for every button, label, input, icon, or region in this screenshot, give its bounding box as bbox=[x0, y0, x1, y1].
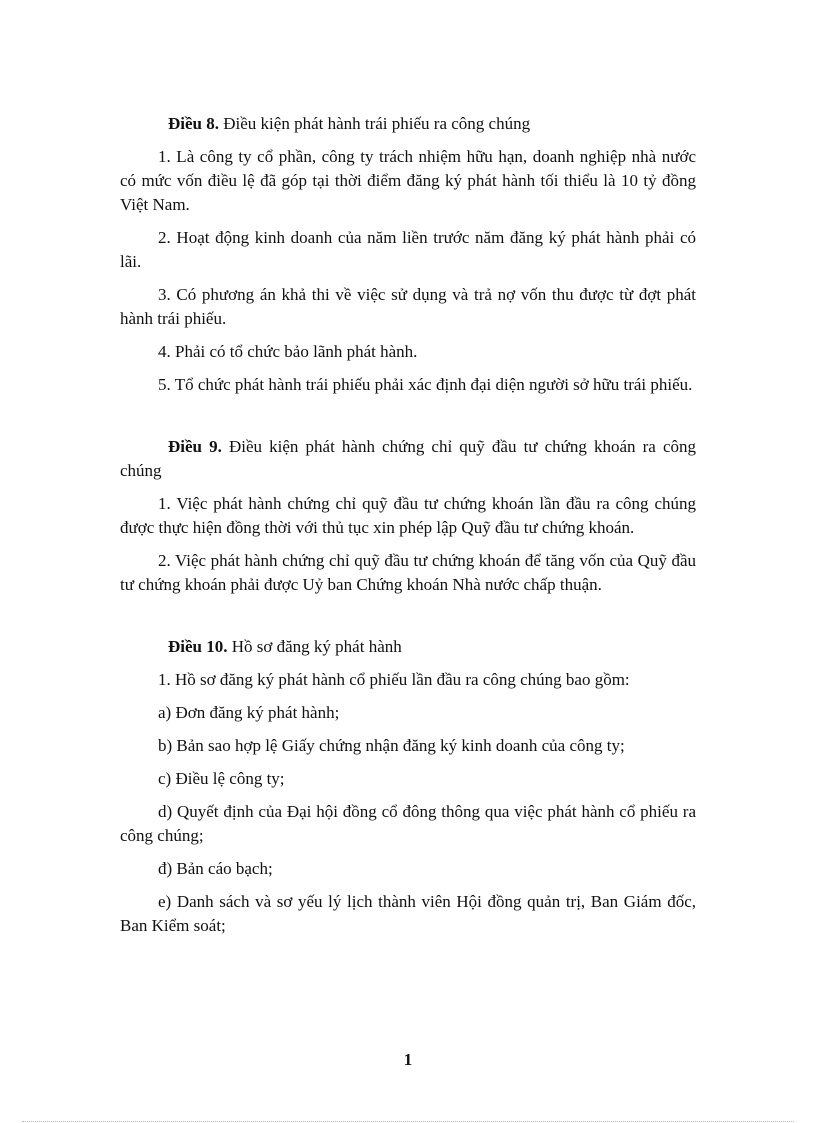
article-clause: 1. Là công ty cổ phần, công ty trách nhiệm hữu hạn, doanh nghiệp nhà nước có mức vốn điều lệ đã góp tại thời điểm đăng ký phát hành tối thiểu là 10 tỷ đồng Việt Nam. bbox=[120, 147, 696, 214]
article-10 bbox=[120, 635, 696, 938]
article-clause: 4. Phải có tổ chức bảo lãnh phát hành. bbox=[158, 342, 418, 361]
article-9 bbox=[120, 435, 696, 597]
article-heading bbox=[120, 635, 696, 659]
article-label: Điều 8. bbox=[168, 114, 219, 133]
article-clause: 3. Có phương án khả thi về việc sử dụng và trả nợ vốn thu được từ đợt phát hành trái phiếu. bbox=[120, 285, 696, 328]
article-clause: d) Quyết định của Đại hội đồng cổ đông thông qua việc phát hành cổ phiếu ra công chúng; bbox=[120, 802, 696, 845]
article-title: Điều kiện phát hành chứng chỉ quỹ đầu tư chứng khoán ra công chúng bbox=[120, 437, 697, 480]
article-clause: e) Danh sách và sơ yếu lý lịch thành viên Hội đồng quản trị, Ban Giám đốc, Ban Kiểm soát; bbox=[120, 892, 696, 935]
article-clause: 1. Hồ sơ đăng ký phát hành cổ phiếu lần đầu ra công chúng bao gồm: bbox=[158, 670, 630, 689]
article-clause: 5. Tổ chức phát hành trái phiếu phải xác định đại diện người sở hữu trái phiếu. bbox=[158, 375, 693, 394]
article-clause: đ) Bản cáo bạch; bbox=[158, 859, 273, 878]
article-title: Điều kiện phát hành trái phiếu ra công chúng bbox=[219, 114, 531, 133]
article-clause: b) Bản sao hợp lệ Giấy chứng nhận đăng ký kinh doanh của công ty; bbox=[158, 736, 625, 755]
article-8 bbox=[120, 112, 696, 397]
article-label: Điều 9. bbox=[168, 437, 222, 456]
article-clause: 2. Việc phát hành chứng chỉ quỹ đầu tư chứng khoán để tăng vốn của Quỹ đầu tư chứng khoán phải được Uỷ ban Chứng khoán Nhà nước chấp thuận. bbox=[120, 551, 696, 594]
page-bottom-divider bbox=[22, 1121, 794, 1122]
article-clause: c) Điều lệ công ty; bbox=[158, 769, 285, 788]
article-clause: a) Đơn đăng ký phát hành; bbox=[158, 703, 340, 722]
article-clause: 1. Việc phát hành chứng chỉ quỹ đầu tư chứng khoán lần đầu ra công chúng được thực hiện đồng thời với thủ tục xin phép lập Quỹ đầu tư chứng khoán. bbox=[120, 494, 696, 537]
article-label: Điều 10. bbox=[168, 637, 228, 656]
article-heading bbox=[120, 435, 696, 483]
article-clause: 2. Hoạt động kinh doanh của năm liền trước năm đăng ký phát hành phải có lãi. bbox=[120, 228, 696, 271]
article-title: Hồ sơ đăng ký phát hành bbox=[227, 637, 402, 656]
page-number: 1 bbox=[403, 1050, 413, 1069]
document-page bbox=[120, 112, 696, 947]
article-heading bbox=[120, 112, 696, 136]
